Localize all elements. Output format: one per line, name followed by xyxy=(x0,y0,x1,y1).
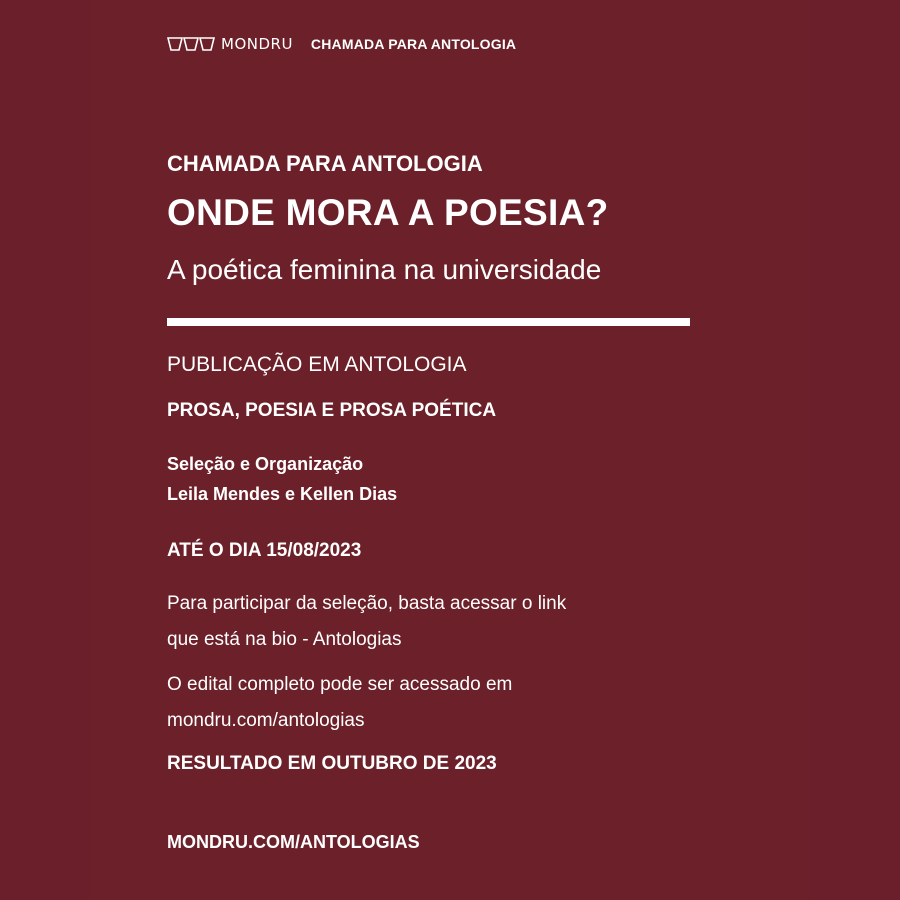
result-date: RESULTADO EM OUTUBRO DE 2023 xyxy=(167,753,497,774)
organization-label: Seleção e Organização xyxy=(167,454,364,474)
brand-name: MONDRU xyxy=(221,35,293,53)
deadline: ATÉ O DIA 15/08/2023 xyxy=(167,540,362,561)
footer-url[interactable]: MONDRU.COM/ANTOLOGIAS xyxy=(167,832,420,852)
participate-text xyxy=(167,586,566,658)
edital-line-1: O edital completo pode ser acessado em xyxy=(167,674,513,695)
kicker: CHAMADA PARA ANTOLOGIA xyxy=(167,151,483,176)
publication-label: PUBLICAÇÃO EM ANTOLOGIA xyxy=(167,353,467,376)
participate-line-2: que está na bio - Antologias xyxy=(167,629,402,650)
participate-line-1: Para participar da seleção, basta acessar o link xyxy=(167,593,567,614)
edital-text xyxy=(167,667,512,739)
subtitle: A poética feminina na universidade xyxy=(167,254,602,285)
genres-label: PROSA, POESIA E PROSA POÉTICA xyxy=(167,400,497,421)
page-title: ONDE MORA A POESIA? xyxy=(167,192,609,233)
organizers-names: Leila Mendes e Kellen Dias xyxy=(167,484,398,504)
organization-block xyxy=(167,449,397,509)
header-title: CHAMADA PARA ANTOLOGIA xyxy=(310,36,517,52)
header xyxy=(167,32,516,56)
divider xyxy=(167,318,690,326)
edital-link[interactable]: mondru.com/antologias xyxy=(167,710,365,731)
mondru-logo-icon xyxy=(167,37,215,51)
